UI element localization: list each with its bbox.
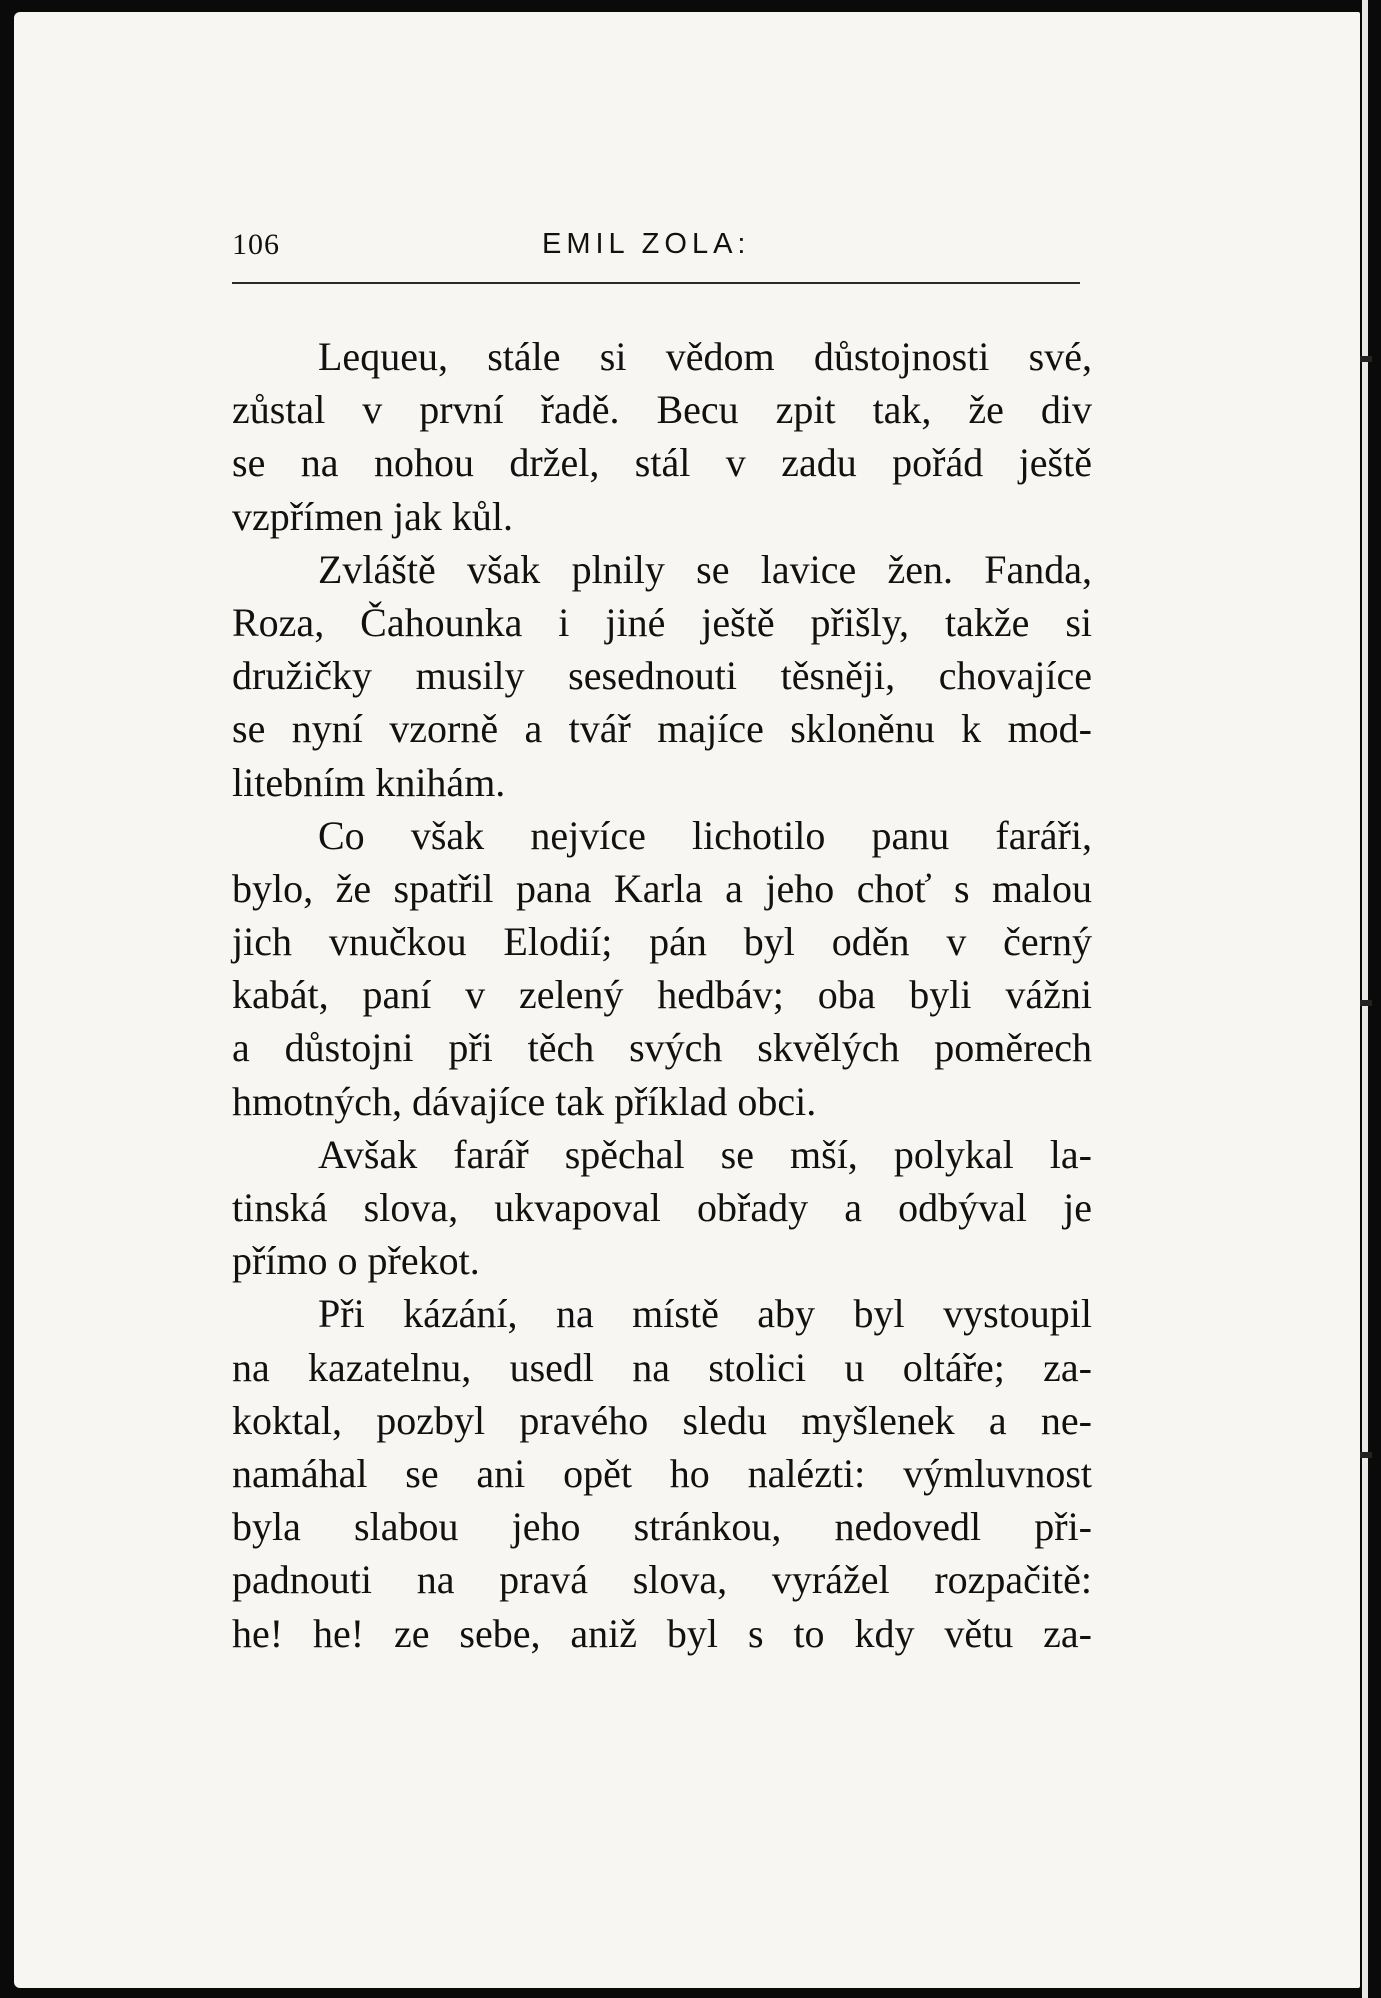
text-line: padnouti na pravá slova, vyrážel rozpačitě: xyxy=(232,1557,1092,1603)
text-line: bylo, že spatřil pana Karla a jeho choť s malou xyxy=(232,865,1092,911)
body-text xyxy=(232,330,1092,1660)
text-line: hmotných, dávajíce tak příklad obci. xyxy=(232,1078,817,1124)
text-line: přímo o překot. xyxy=(232,1238,480,1284)
page-header xyxy=(232,222,1082,274)
text-line: na kazatelnu, usedl na stolici u oltáře; za- xyxy=(232,1344,1092,1390)
text-line: družičky musily sesednouti těsněji, chovajíce xyxy=(232,653,1092,699)
text-line: namáhal se ani opět ho nalézti: výmluvnost xyxy=(232,1450,1092,1496)
text-line: Roza, Čahounka i jiné ještě přišly, takže si xyxy=(232,599,1092,645)
text-line: Při kázání, na místě aby byl vystoupil xyxy=(318,1291,1092,1337)
text-line: he! he! ze sebe, aniž byl s to kdy větu za- xyxy=(232,1610,1092,1656)
text-line: zůstal v první řadě. Becu zpit tak, že div xyxy=(232,387,1092,433)
text-line: se nyní vzorně a tvář majíce skloněnu k mod- xyxy=(232,706,1092,752)
text-line: litebním knihám. xyxy=(232,759,506,805)
text-line: Lequeu, stále si vědom důstojnosti své, xyxy=(318,334,1092,379)
text-line: se na nohou držel, stál v zadu pořád ještě xyxy=(232,440,1092,486)
text-line: koktal, pozbyl pravého sledu myšlenek a ne- xyxy=(232,1397,1092,1443)
text-line: byla slabou jeho stránkou, nedovedl při- xyxy=(232,1504,1092,1550)
page-number: 106 xyxy=(232,228,280,261)
binding-mark xyxy=(1360,1000,1372,1006)
text-line: Co však nejvíce lichotilo panu faráři, xyxy=(318,812,1092,858)
text-line: a důstojni při těch svých skvělých poměrech xyxy=(232,1025,1092,1071)
header-rule xyxy=(232,282,1080,284)
text-line: tinská slova, ukvapoval obřady a odbýval je xyxy=(232,1185,1092,1230)
text-line: Avšak farář spěchal se mší, polykal la- xyxy=(318,1131,1092,1177)
running-title: EMIL ZOLA: xyxy=(542,228,751,260)
text-line: jich vnučkou Elodií; pán byl oděn v černý xyxy=(232,919,1092,965)
page-edge xyxy=(1362,0,1368,1998)
text-line: vzpřímen jak kůl. xyxy=(232,493,514,539)
binding-mark xyxy=(1360,1452,1372,1458)
text-line: kabát, paní v zelený hedbáv; oba byli vážni xyxy=(232,972,1092,1018)
binding-mark xyxy=(1360,356,1372,362)
text-line: Zvláště však plnily se lavice žen. Fanda, xyxy=(318,546,1092,592)
